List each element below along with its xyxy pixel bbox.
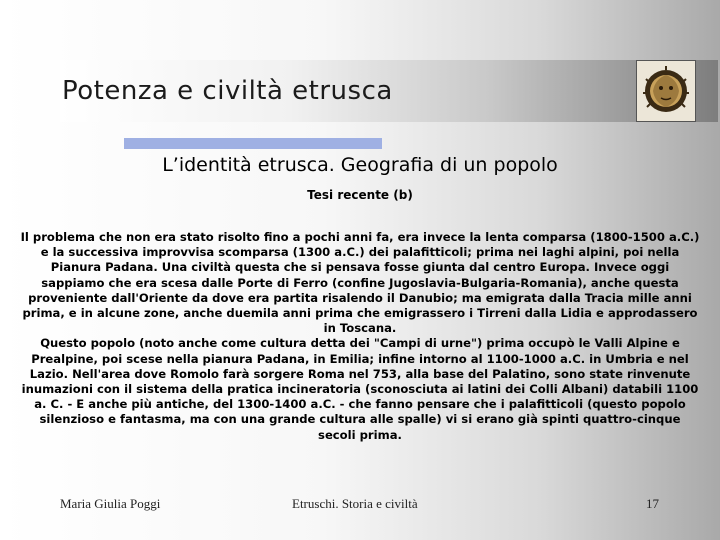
etruscan-head-logo-icon xyxy=(636,60,696,122)
footer-author: Maria Giulia Poggi xyxy=(60,496,161,511)
footer-page-number: 17 xyxy=(646,496,659,511)
body-text xyxy=(20,230,700,443)
slide-title: Potenza e civiltà etrusca xyxy=(62,76,393,106)
accent-bar xyxy=(124,138,382,149)
paragraph-1: Il problema che non era stato risolto fino a pochi anni fa, era invece la lenta comparsa (1800-1500 a.C.) e la successiva improvvisa scomparsa (1300 a.C.) dei palafitticoli; prima nei laghi alpini, poi nella Pianura Padana. Una civiltà questa che si pensava fosse giunta dal centro Europa. Invece oggi sappiamo che era scesa dalle Porte di Ferro (confine Jugoslavia-Bulgaria-Romania), anche questa proveniente dall'Oriente da dove era partita risalendo il Danubio; ma emigrata dalla Tracia mille anni prima, e in alcune zone, anche duemila anni prima che emigrassero i Tirreni dalla Lidia e approdassero in Toscana. xyxy=(20,230,700,336)
slide-subtitle: L’identità etrusca. Geografia di un popolo xyxy=(162,154,558,176)
footer-course-title: Etruschi. Storia e civiltà xyxy=(292,496,418,511)
paragraph-2: Questo popolo (noto anche come cultura detta dei "Campi di urne") prima occupò le Valli Alpine e Prealpine, poi scese nella pianura Padana, in Emilia; infine intorno al 1100-1000 a.C. in Umbria e nel Lazio. Nell'area dove Romolo farà sorgere Roma nel 753, alla base del Palatino, sono state rinvenute inumazioni con il sistema della pratica incineratoria (sconosciuta ai latini dei Colli Albani) databili 1100 a. C. - E anche più antiche, del 1300-1400 a.C. - che fanno pensare che i palafitticoli (questo popolo silenzioso e fantasma, ma con una grande cultura alle spalle) vi si erano già spinti quattro-cinque secoli prima. xyxy=(21,336,699,442)
thesis-label: Tesi recente (b) xyxy=(307,188,413,202)
